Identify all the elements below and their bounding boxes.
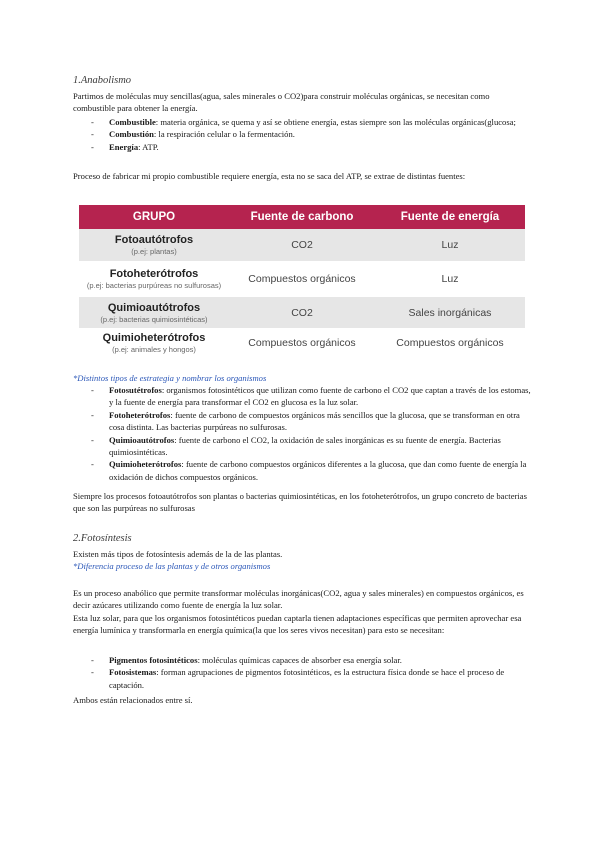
list-item: - Combustión: la respiración celular o la fermentación. [91, 129, 295, 140]
group-name: Quimioautótrofos [107, 301, 201, 314]
column-header-carbono: Fuente de carbono [229, 205, 375, 229]
definition: : fuente de carbono de compuestos orgánicos más sencillos que la glucosa, que se transforman en otra cosa distinta. Las bacterias purpúreas no sulfurosas. [109, 409, 520, 433]
group-example: (p.ej: animales y hongos) [112, 345, 196, 354]
group-example: (p.ej: bacterias quimiosintéticas) [100, 314, 208, 324]
definition: : materia orgánica, se quema y así se obtiene energía, estas siempre son las moléculas orgánicas(glucosa; [155, 117, 516, 127]
term: Energía [109, 141, 139, 152]
table-header-row [79, 205, 525, 229]
column-header-grupo: GRUPO [79, 205, 229, 229]
energy-source-cell: Luz [375, 229, 525, 261]
section-title-fotosintesis: 2.Fotosíntesis [73, 533, 132, 544]
list-item: - Quimioautótrofos: fuente de carbono el CO2, la oxidación de sales inorgánicas es su fuente de energía. Bacterias quimiosintéticas. [91, 434, 501, 458]
list-item: - Combustible: materia orgánica, se quema y así se obtiene energía, estas siempre son las moléculas orgánicas(glucosa; [91, 117, 516, 127]
list-item: - Energía: ATP. [91, 141, 159, 152]
fotosintesis-closing: Ambos están relacionados entre sí. [73, 695, 193, 705]
section-title-anabolismo: 1.Anabolismo [73, 75, 132, 86]
term: Combustión [109, 129, 154, 140]
group-cell [79, 328, 229, 358]
group-cell [79, 229, 229, 261]
fotosintesis-paragraph-2: Esta luz solar, para que los organismos fotosintéticos puedan captarla tienen adaptaciones específicas que permiten aprovechar esa energía lumínica y transformarla en energía química(la que los seres vivos necesitan) para esto se necesitan: [73, 613, 522, 636]
term: Fotoheterótrofos [109, 409, 171, 420]
anabolismo-list [73, 116, 533, 153]
fotosintesis-list [73, 654, 533, 691]
definition: : fuente de carbono el CO2, la oxidación de sales inorgánicas es su fuente de energía. Bacterias quimiosintéticas. [109, 434, 501, 458]
table-row [79, 229, 525, 261]
definition: : moléculas químicas capaces de absorber esa energía solar. [197, 655, 402, 665]
fotosintesis-paragraph-1: Es un proceso anabólico que permite transformar moléculas inorgánicas(CO2, agua y sales minerales) en compuestos orgánicos, es decir azúcares utilizando como fuente de energía la luz solar. [73, 588, 524, 611]
group-name: Fotoheterótrofos [109, 268, 199, 280]
definition: : forman agrupaciones de pigmentos fotosintéticos, es la estructura física donde se hace el proceso de captación. [109, 667, 505, 690]
list-item: - Fotosutétrofos: organismos fotosintéticos que utilizan como fuente de carbono el CO2 que captan a través de los estomas, y la fuente de energía para transformar el CO2 en glucosa es la luz solar. [91, 385, 531, 408]
definition: : la respiración celular o la fermentación. [153, 129, 295, 140]
list-item: - Fotoheterótrofos: fuente de carbono de compuestos orgánicos más sencillos que la glucosa, que se transforman en otra cosa distinta. Las bacterias purpúreas no sulfurosas. [91, 409, 520, 433]
anabolismo-sources-text: Proceso de fabricar mi propio combustible requiere energía, esta no se saca del ATP, se extrae de distintas fuentes: [73, 171, 466, 181]
list-item: - Quimioheterótrofos: fuente de carbono compuestos orgánicos diferentes a la glucosa, que dan como fuente de energía la oxidación de dichos compuestos orgánicos. [91, 459, 527, 482]
table-row [79, 261, 525, 297]
carbon-source-cell: CO2 [229, 297, 375, 328]
group-example: (p.ej: plantas) [131, 247, 177, 256]
carbon-source-cell: Compuestos orgánicos [248, 337, 356, 349]
fotosintesis-note: *Diferencia proceso de las plantas y de otros organismos [73, 561, 271, 571]
strategy-closing: Siempre los procesos fotoautótrofos son plantas o bacterias quimiosintéticas, en los fotoheterótrofos, un grupo concreto de bacterias que son las purpúreas no sulfurosas [73, 491, 527, 514]
definition: : organismos fotosintéticos que utilizan como fuente de carbono el CO2 que captan a través de los estomas, y la fuente de energía para transformar el CO2 en glucosa es la luz solar. [109, 385, 531, 408]
fotosintesis-intro: Existen más tipos de fotosíntesis además de la de las plantas. [73, 549, 283, 559]
carbon-source-cell: Compuestos orgánicos [248, 273, 356, 285]
group-name: Quimioheterótrofos [102, 332, 206, 344]
column-header-energia: Fuente de energía [375, 205, 525, 229]
term: Quimioautótrofos [109, 434, 175, 445]
strategy-list [73, 384, 533, 483]
energy-source-cell: Compuestos orgánicos [396, 337, 504, 349]
list-item: - Fotosistemas: forman agrupaciones de pigmentos fotosintéticos, es la estructura física donde se hace el proceso de captación. [91, 667, 505, 690]
strategy-note: *Distintos tipos de estrategia y nombrar los organismos [73, 373, 267, 383]
energy-source-cell: Luz [441, 273, 459, 285]
definition: : ATP. [138, 141, 159, 152]
term: Fotosutétrofos [109, 385, 162, 395]
term: Combustible [109, 117, 156, 127]
term: Quimioheterótrofos [109, 459, 182, 470]
table-row [79, 297, 525, 328]
definition: : fuente de carbono compuestos orgánicos diferentes a la glucosa, que dan como fuente de energía la oxidación de dichos compuestos orgánicos. [109, 459, 527, 482]
organism-groups-table [79, 205, 525, 358]
energy-source-cell: Sales inorgánicas [375, 297, 525, 328]
term: Fotosistemas [109, 667, 157, 678]
group-cell [79, 261, 229, 297]
table-row [79, 328, 525, 358]
list-item: - Pigmentos fotosintéticos: moléculas químicas capaces de absorber esa energía solar. [91, 655, 402, 665]
carbon-source-cell: CO2 [229, 229, 375, 261]
anabolismo-intro: Partimos de moléculas muy sencillas(agua, sales minerales o CO2)para construir moléculas orgánicas, se necesitan como combustible para obtener la energía. [73, 91, 490, 114]
term: Pigmentos fotosintéticos [109, 655, 198, 665]
group-example: (p.ej: bacterias purpúreas no sulfurosas) [86, 281, 222, 290]
group-name: Fotoautótrofos [114, 234, 194, 246]
group-cell [79, 297, 229, 328]
